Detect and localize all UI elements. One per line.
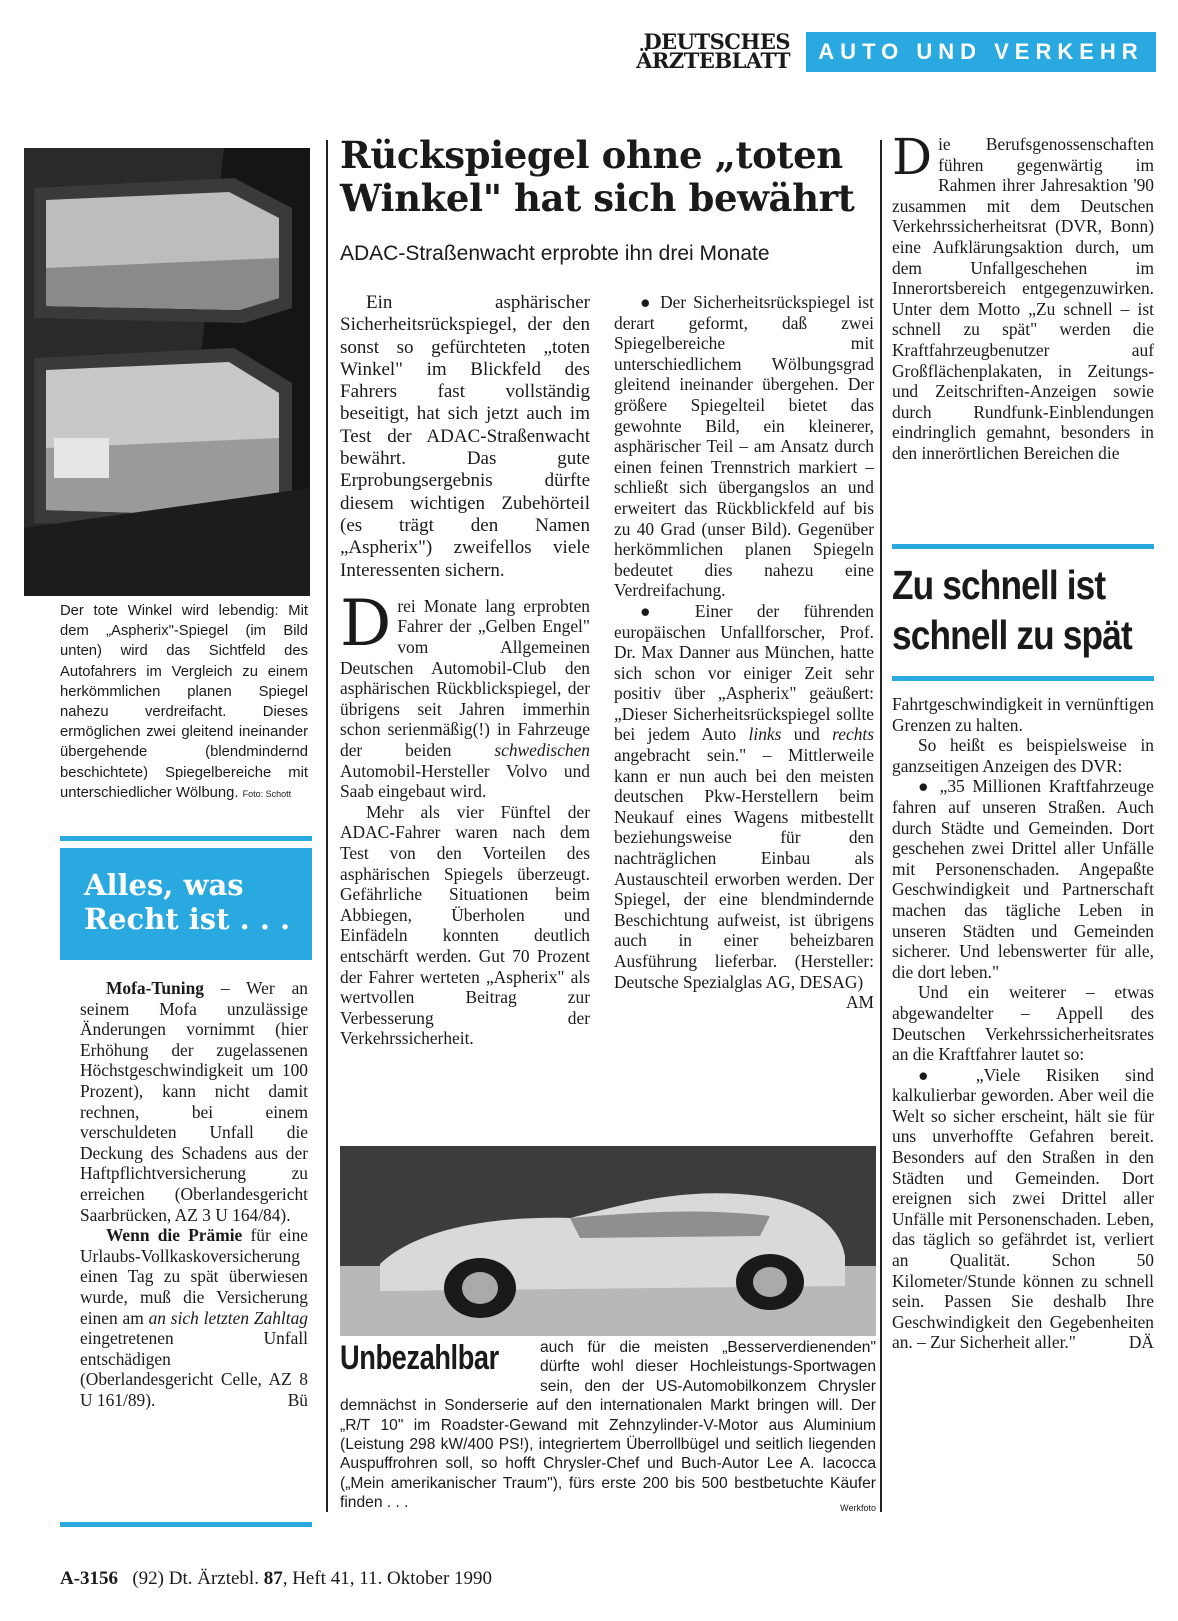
masthead-line1: DEUTSCHES xyxy=(643,29,790,54)
box-p1-lead: Mofa-Tuning xyxy=(106,978,204,998)
main-b2-text1: Einer der führenden europäischen Unfallforscher, Prof. Dr. Max Danner aus München, hatte sich schon vor einiger Zeit sehr positiv über „Aspherix" geäußert: „Dieser Sicherheitsrückspiegel sollte bei jedem Auto xyxy=(614,600,874,745)
right-bullet-2 xyxy=(892,1065,1154,1353)
main-p1-text2: Automobil-Hersteller Volvo und Saab eingebaut wird. xyxy=(340,760,590,802)
main-paragraph-2: Mehr als vier Fünftel der ADAC-Fahrer waren nach dem Test von den Vorteilen des asphärischen Spiegels überzeugt. Gefährliche Situationen beim Abbiegen, Überholen und Einfädeln konnten deutlich entschärft werden. Gut 70 Prozent der Fahrer werteten „Aspherix" als wertvollen Beitrag zur Verbesserung der Verkehrssicherheit. xyxy=(340,801,590,1049)
page-footer xyxy=(60,1568,492,1590)
main-subhead: ADAC-Straßenwacht erprobte ihn drei Monate xyxy=(340,242,770,265)
right-title-line2: schnell zu spät xyxy=(892,612,1132,658)
bullet-dot: ● xyxy=(918,1064,950,1085)
box-paragraph-2 xyxy=(80,1225,308,1410)
box-paragraph-1 xyxy=(80,978,308,1225)
right-paragraph-1 xyxy=(892,128,1154,464)
box-bottom-rule xyxy=(60,1522,312,1527)
main-b2-text2: und xyxy=(781,724,833,745)
box-p2-italic: an sich letzten Zahltag xyxy=(148,1307,308,1328)
car-headline-spacer xyxy=(340,1338,540,1380)
column-rule-right xyxy=(880,140,882,1512)
bullet-dot: ● xyxy=(918,776,932,797)
mirror-caption-text: Der tote Winkel wird lebendig: Mit dem „Aspherix"-Spiegel (im Bild unten) wird das Sichtfeld des Autofahrers im Vergleich zu einem herkömmlichen planen Spiegel nahezu verdreifacht. Dieses ermöglichen zwei gleitend ineinander übergehende (blendmindernd beschichtete) Spiegelbereiche mit unterschiedlicher Wölbung. xyxy=(60,603,308,801)
main-paragraph-1 xyxy=(340,586,590,802)
right-column-2 xyxy=(892,694,1154,1353)
box-p2-signature: Bü xyxy=(287,1389,308,1410)
mirror-caption xyxy=(60,601,308,804)
main-headline-line2: Winkel" hat sich bewährt xyxy=(340,176,855,220)
main-b2-text3: angebracht sein." – Mittlerweile kann er nun auch bei den meisten deutschen Pkw-Herstellern beim Neukauf eines Wagens mitbestellt beziehungsweise für den nachträglichen Einbau als Austauschteil erworben werden. Der Spiegel, der eine blendmindernde Beschichtung aufweist, ist übrigens auch in einer beheizbaren Ausführung lieferbar. (Hersteller: Deutsche Spezialglas AG, DESAG) xyxy=(614,745,874,992)
right-b1-text: „35 Millionen Kraftfahrzeuge fahren auf unseren Straßen. Auch durch Städte und Gemeinden. Dort geschehen zwei Drittel aller Unfälle mit Personenschaden. Angepaßte Geschwindigkeit und Partnerschaft machen das tägliche Leben in unseren Städten und Gemeinden sicherer. Und lebenswerter für alle, die dort leben." xyxy=(892,776,1154,982)
right-signature: DÄ xyxy=(1128,1332,1154,1353)
main-column-2 xyxy=(614,292,874,1013)
right-bullet-1 xyxy=(892,776,1154,982)
box-p1-text: – Wer an seinem Mofa unzulässige Änderungen vornimmt (hier Erhöhung der zugelassenen Höchstgeschwindigkeit um 100 Prozent), kann nicht damit rechnen, bei einem verschuldeten Unfall die Deckung des Schadens aus der Haftpflichtversicherung zu erreichen (Oberlandesgericht Saarbrücken, AZ 3 U 164/84). xyxy=(80,978,308,1225)
right-paragraph-4: Und ein weiterer – etwas abgewandelter – Appell des Deutschen Verkehrssicherheitsrates an die Kraftfahrer lautet so: xyxy=(892,982,1154,1065)
right-paragraph-3: So heißt es beispielsweise in ganzseitigen Anzeigen des DVR: xyxy=(892,735,1154,776)
main-column-1 xyxy=(340,292,590,1049)
bullet-dot: ● xyxy=(640,600,671,621)
main-b1-text: Der Sicherheitsrückspiegel ist derart geformt, daß zwei Spiegelbereiche mit unterschiedlichem Wölbungsgrad gleitend ineinander übergehen. Der größere Spiegelteil bietet das gewohnte Bild, ein kleinerer, asphärischer Teil – am Ansatz durch einen feinen Trennstrich markiert – schließt sich übergangslos an und erweitert das Rückblickfeld auf bis zu 40 Grad (unser Bild). Gegenüber herkömmlichen planen Spiegeln bedeutet dies nahezu eine Verdreifachung. xyxy=(614,292,874,601)
column-rule-left xyxy=(326,140,328,1512)
main-b2-italic1: links xyxy=(748,724,782,745)
right-title xyxy=(892,560,1132,660)
right-title-bottom-rule xyxy=(892,676,1154,681)
box-title-line1: Alles, was xyxy=(84,868,244,902)
mirror-credit: Foto: Schott xyxy=(242,788,292,799)
main-b2-italic2: rechts xyxy=(832,724,875,745)
masthead-logo xyxy=(620,29,790,73)
footer-volume: 87 xyxy=(263,1568,283,1589)
main-bullet-1 xyxy=(614,292,874,601)
car-caption-text: auch für die meisten „Besserverdienenden" dürfte wohl dieser Hochleistungs-Sportwagen sein, den der US-Automobilkonzem Chrysler demnächst in Sonderserie auf den internationalen Markt bringen will. Der „R/T 10" im Roadster-Gewand mit Zehnzylinder-V-Motor aus Aluminium (Leistung 298 kW/400 PS!), integriertem Überrollbügel und seitlich liegenden Auspuffrohren soll, so hofft Chrysler-Chef und Buch-Autor Lee A. Iacocca („Mein amerikanischer Traum"), fürs erste 200 bis 500 bestbetuchte Käufer finden . . . xyxy=(340,1339,876,1512)
right-dropcap: D xyxy=(892,128,933,186)
car-headline: Unbezahlbar xyxy=(340,1339,499,1377)
box-title xyxy=(60,848,312,960)
main-b2-signature: AM xyxy=(845,992,874,1013)
box-p2-lead: Wenn die Prämie xyxy=(106,1225,243,1246)
box-p2-text1: für eine Urlaubs-Vollkaskoversicherung einen Tag zu spät überwiesen wurde, muß die Versicherung einen am xyxy=(80,1225,308,1328)
footer-post: , Heft 41, 11. Oktober 1990 xyxy=(282,1568,493,1589)
box-p2-text2: eingetretenen Unfall entschädigen (Oberlandesgericht Celle, AZ 8 U 161/89). xyxy=(80,1328,308,1410)
right-title-top-rule xyxy=(892,544,1154,549)
bullet-dot: ● xyxy=(640,292,654,312)
right-b2-text: „Viele Risiken sind kalkulierbar geworden. Aber weil die Welt so sicher erscheint, hält sie für uns unverhoffte Gefahren bereit. Besonders auf den Straßen in den Städten und Gemeinden. Dort ereignen sich zwei Drittel aller Unfälle mit Personenschaden. Leben, das täglich so gefährdet ist, verliert an Qualität. Schon 50 Kilometer/Stunde können zu schnell sein. Passen Sie deshalb Ihre Geschwindigkeit den Gegebenheiten an. – Zur Sicherheit aller." xyxy=(892,1064,1154,1353)
car-photo xyxy=(340,1146,876,1336)
mirror-photo xyxy=(24,148,310,596)
main-intro: Ein asphärischer Sicherheitsrückspiegel, der den sonst so gefürchteten „toten Winkel" im Blickfeld des Fahrers fast vollständig beseitigt, hat sich jetzt auch im Test der ADAC-Straßenwacht bewährt. Das gute Erprobungsergebnis dürfte diesem wichtigen Zubehörteil (es trägt den Namen „Aspherix") zweifellos viele Interessenten sichern. xyxy=(340,292,590,581)
box-text xyxy=(80,978,308,1410)
right-paragraph-2: Fahrtgeschwindigkeit in vernünftigen Grenzen zu halten. xyxy=(892,694,1154,735)
car-caption xyxy=(340,1338,876,1519)
main-bullet-2 xyxy=(614,600,875,1013)
masthead-line2: ÄRZTEBLATT xyxy=(636,48,790,73)
footer-pre: (92) Dt. Ärztebl. xyxy=(132,1568,264,1589)
right-p1-text: ie Berufsgenossenschaften führen gegenwärtig im Rahmen ihrer Jahresaktion '90 zusammen mit dem Deutschen Verkehrssicherheitsrat (DVR, Bonn) eine Aufklärungsaktion durch, um dem Unfallgeschehen im Innerortsbereich entgegenzuwirken. Unter dem Motto „Zu schnell – ist schnell zu spät" werden die Kraftfahrzeugbenutzer auf Großflächenplakaten, in Zeitungs- und Zeitschriften-Anzeigen sowie durch Rundfunk-Einblendungen eindringlich gemahnt, besonders in den innerörtlichen Bereichen die xyxy=(892,134,1154,463)
box-top-rule xyxy=(60,836,312,841)
main-dropcap: D xyxy=(340,586,392,661)
right-title-line1: Zu schnell ist xyxy=(892,562,1106,608)
main-p1-italic: schwedischen xyxy=(494,740,590,761)
footer-page-number: A-3156 xyxy=(60,1568,119,1589)
main-headline xyxy=(340,134,876,220)
main-p1-text1: rei Monate lang erprobten Fahrer der „Gelben Engel" vom Allgemeinen Deutschen Automobil-Club den asphärischen Rückblickspiegel, der übrigens seit Jahren immerhin schon serienmäßig(!) in Fahrzeuge der beiden xyxy=(340,595,590,761)
right-column xyxy=(892,128,1154,464)
car-credit: Werkfoto xyxy=(840,1503,876,1514)
section-bar: AUTO UND VERKEHR xyxy=(806,32,1156,72)
box-title-line2: Recht ist . . . xyxy=(84,902,291,936)
main-headline-line1: Rückspiegel ohne „toten xyxy=(340,133,843,177)
